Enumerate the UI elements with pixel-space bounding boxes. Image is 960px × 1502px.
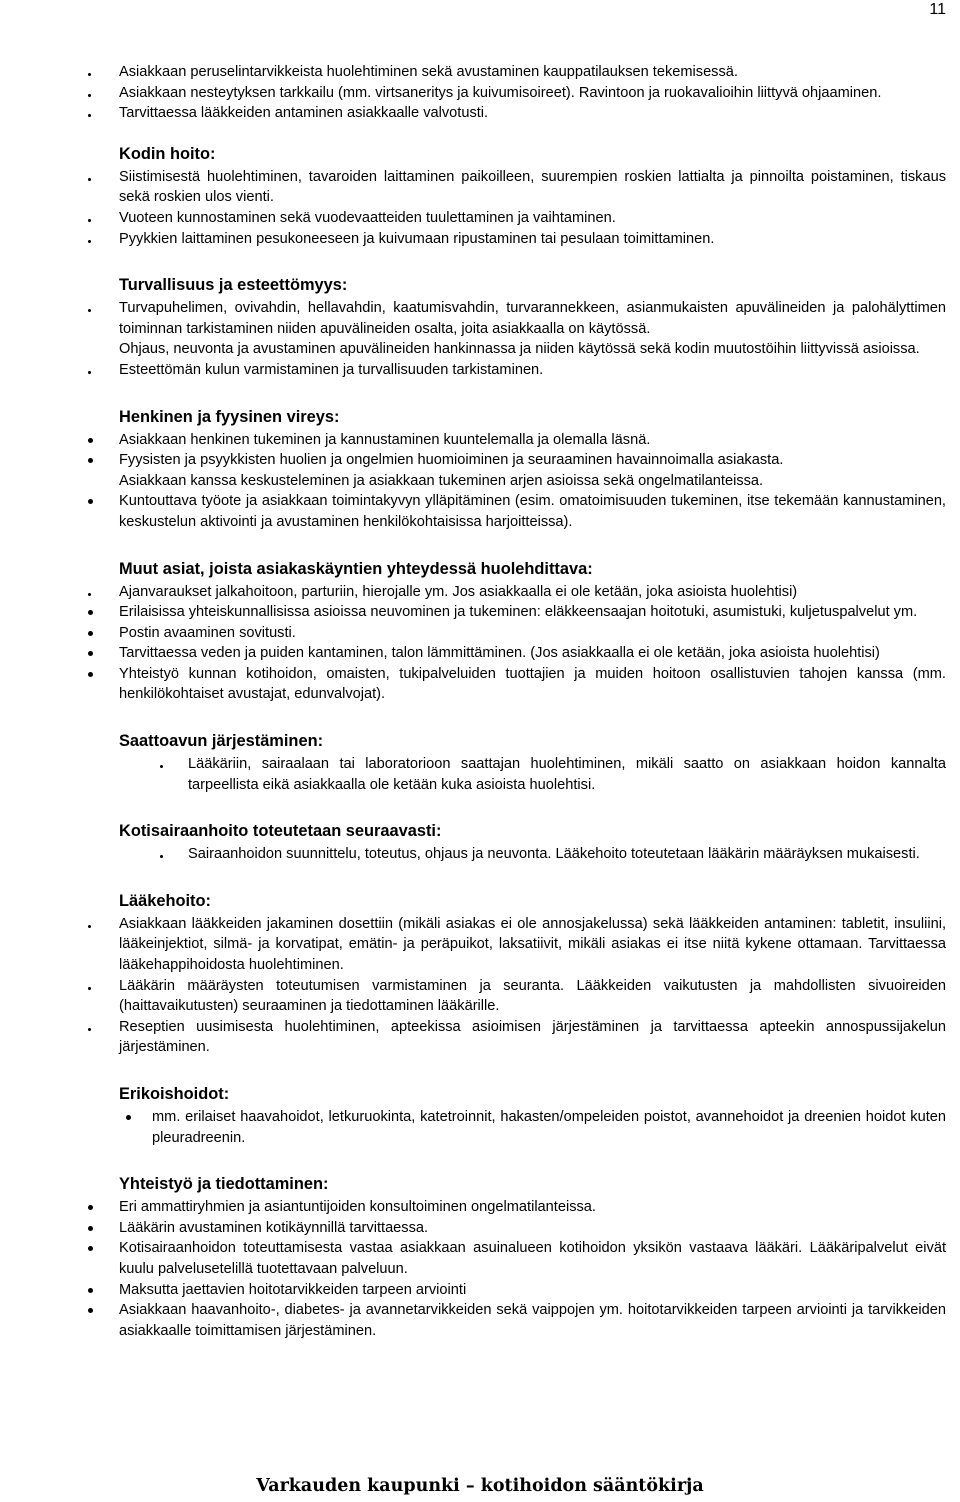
list-item-continuation: Asiakkaan kanssa keskusteleminen ja asiakkaan tukeminen arjen asioissa sekä ongelmatilanteissa.: [119, 472, 764, 489]
bullet-icon: [88, 1205, 93, 1210]
section-title: Yhteistyö ja tiedottaminen:: [119, 1175, 329, 1194]
list-item: Lääkärin avustaminen kotikäynnillä tarvittaessa.: [0, 1218, 960, 1239]
section-title: Erikoishoidot:: [119, 1085, 230, 1103]
section-laakehoito: [0, 891, 960, 1058]
section-saattoavun: [0, 731, 960, 795]
bullet-icon: [88, 458, 93, 463]
bullet-icon: [160, 765, 163, 768]
bullet-icon: [88, 593, 91, 596]
list-item: Asiakkaan peruselintarvikkeista huolehtiminen sekä avustaminen kauppatilauksen tekemisessä.: [0, 62, 960, 83]
list-item: Siistimisestä huolehtiminen, tavaroiden laittaminen paikoilleen, suurempien roskien lattialta ja pinnoilta poistaminen, tiskaus sekä roskien ulos vienti.: [0, 167, 960, 208]
list-item: Maksutta jaettavien hoitotarvikkeiden tarpeen arviointi: [0, 1280, 960, 1301]
list-item: Lääkärin määräysten toteutumisen varmistaminen ja seuranta. Lääkkeiden vaikutusten ja mahdollisten sivuoireiden (haittavaikutusten) seuraaminen ja tiedottaminen lääkärille.: [0, 976, 960, 1017]
bullet-icon: [88, 499, 93, 504]
intro-list: [0, 62, 960, 124]
list-item: Asiakkaan henkinen tukeminen ja kannustaminen kuuntelemalla ja olemalla läsnä.: [0, 430, 960, 451]
section-title: Lääkehoito:: [119, 891, 211, 910]
bullet-icon: [88, 1028, 91, 1031]
list-item: Reseptien uusimisesta huolehtiminen, apteekissa asioimisen järjestäminen ja tarvittaessa apteekin annospussijakelun järjestäminen.: [0, 1017, 960, 1058]
list-item: Ajanvaraukset jalkahoitoon, parturiin, hierojalle ym. Jos asiakkaalla ei ole ketään, joka asioista huolehtisi): [0, 582, 960, 603]
section-kotisairaanhoito: [0, 821, 960, 865]
bullet-icon: [88, 1226, 93, 1231]
bullet-icon: [88, 987, 91, 990]
list-item: Asiakkaan haavanhoito-, diabetes- ja avannetarvikkeiden sekä vaippojen ym. hoitotarvikkeiden tarpeen arviointi ja tarvikkeiden asiakkaalle toimittamisen järjestäminen.: [0, 1300, 960, 1341]
section-henkinen-vireys: [0, 407, 960, 533]
section-title: Henkinen ja fyysinen vireys:: [119, 407, 340, 426]
list-item: Eri ammattiryhmien ja asiantuntijoiden konsultoiminen ongelmatilanteissa.: [0, 1197, 960, 1218]
bullet-icon: [126, 1115, 131, 1120]
section-yhteistyo: [0, 1174, 960, 1341]
bullet-icon: [88, 672, 93, 677]
bullet-icon: [88, 1308, 93, 1313]
page-footer: Varkauden kaupunki – kotihoidon sääntökirja: [256, 1476, 704, 1496]
document-body: [0, 62, 960, 1341]
bullet-icon: [88, 438, 93, 443]
section-title: Kotisairaanhoito toteutetaan seuraavasti:: [119, 822, 442, 841]
bullet-icon: [88, 94, 91, 97]
bullet-icon: [88, 631, 93, 636]
bullet-icon: [88, 1288, 93, 1293]
bullet-icon: [88, 371, 91, 374]
list-item: Esteettömän kulun varmistaminen ja turvallisuuden tarkistaminen.: [0, 360, 960, 381]
bullet-icon: [88, 178, 91, 181]
list-item: Fyysisten ja psyykkisten huolien ja ongelmien huomioiminen ja seuraaminen havainnoimalla asiakasta. Asiakkaan kanssa keskusteleminen ja asiakkaan tukeminen arjen asioissa sekä ongelmatilanteissa.: [0, 450, 960, 491]
list-item: Tarvittaessa lääkkeiden antaminen asiakkaalle valvotusti.: [0, 103, 960, 124]
bullet-icon: [88, 309, 91, 312]
section-muut-asiat: [0, 559, 960, 706]
list-item: Erilaisissa yhteiskunnallisissa asioissa neuvominen ja tukeminen: eläkkeensaajan hoitotuki, asumistuki, kuljetuspalvelut ym.: [0, 602, 960, 623]
section-title: Kodin hoito:: [119, 144, 216, 163]
bullet-icon: [88, 114, 91, 117]
section-title: Muut asiat, joista asiakaskäyntien yhteydessä huolehdittava:: [119, 559, 593, 578]
section-title: Saattoavun järjestäminen:: [119, 732, 324, 751]
list-item: mm. erilaiset haavahoidot, letkuruokinta, katetroinnit, hakasten/ompeleiden poistot, avannehoidot ja dreenien hoidot kuten pleuradreenin.: [0, 1107, 960, 1148]
list-item: Sairaanhoidon suunnittelu, toteutus, ohjaus ja neuvonta. Lääkehoito toteutetaan lääkärin määräyksen mukaisesti.: [0, 844, 960, 865]
list-item: Postin avaaminen sovitusti.: [0, 623, 960, 644]
bullet-icon: [160, 855, 163, 858]
list-item: Asiakkaan lääkkeiden jakaminen dosettiin (mikäli asiakas ei ole annosjakelussa) sekä lääkkeiden antaminen: tabletit, insuliini, lääkeinjektiot, silmä- ja korvatipat, emätin- ja peräpuikot, laksatiivit, mikäli asiakas ei itse niitä kykene ottamaan. Tarvittaessa lääkehappihoidosta huolehtiminen.: [0, 914, 960, 976]
bullet-icon: [88, 219, 91, 222]
list-item: Yhteistyö kunnan kotihoidon, omaisten, tukipalveluiden tuottajien ja muiden hoitoon osallistuvien tahojen kanssa (mm. henkilökohtaiset avustajat, edunvalvojat).: [0, 664, 960, 705]
section-title: Turvallisuus ja esteettömyys:: [119, 276, 348, 295]
bullet-icon: [88, 925, 91, 928]
page-number: 11: [929, 1, 946, 18]
bullet-icon: [88, 610, 93, 615]
list-item: Tarvittaessa veden ja puiden kantaminen, talon lämmittäminen. (Jos asiakkaalla ei ole ketään, joka asioista huolehtisi): [0, 643, 960, 664]
list-item: Lääkäriin, sairaalaan tai laboratorioon saattajan huolehtiminen, mikäli saatto on asiakkaan hoidon kannalta tarpeellista eikä asiakkaalla ole ketään kuka asioista huolehtisi.: [0, 754, 960, 795]
list-item: Kotisairaanhoidon toteuttamisesta vastaa asiakkaan asuinalueen kotihoidon yksikön vastaava lääkäri. Lääkäripalvelut eivät kuulu palvelusetelillä tuotettavaan palveluun.: [0, 1238, 960, 1279]
list-item: Pyykkien laittaminen pesukoneeseen ja kuivumaan ripustaminen tai pesulaan toimittaminen.: [0, 229, 960, 250]
list-item-continuation: Ohjaus, neuvonta ja avustaminen apuvälineiden hankinnassa ja niiden käytössä sekä kodin muutostöihin liittyvissä asioissa.: [119, 341, 920, 358]
section-kodin-hoito: [0, 144, 960, 249]
bullet-icon: [88, 1246, 93, 1251]
section-turvallisuus: [0, 275, 960, 380]
list-item: Turvapuhelimen, ovivahdin, hellavahdin, kaatumisvahdin, turvarannekkeen, asianmukaisten apuvälineiden ja palohälyttimen toiminnan tarkistaminen niiden apuvälineiden osalta, joita asiakkaalla on käytössä. Ohjaus, neuvonta ja avustaminen apuvälineiden hankinnassa ja niiden käytössä sekä kodin muutostöihin liittyvissä asioissa.: [0, 298, 960, 360]
bullet-icon: [88, 73, 91, 76]
list-item: Kuntouttava työote ja asiakkaan toimintakyvyn ylläpitäminen (esim. omatoimisuuden tukeminen, itse tekemään kannustaminen, keskustelun aktivointi ja avustaminen henkilökohtaisissa harjoitteissa).: [0, 491, 960, 532]
list-item: Vuoteen kunnostaminen sekä vuodevaatteiden tuulettaminen ja vaihtaminen.: [0, 208, 960, 229]
bullet-icon: [88, 651, 93, 656]
section-erikoishoidot: [0, 1084, 960, 1148]
bullet-icon: [88, 240, 91, 243]
list-item: Asiakkaan nesteytyksen tarkkailu (mm. virtsaneritys ja kuivumisoireet). Ravintoon ja ruokavalioihin liittyvä ohjaaminen.: [0, 83, 960, 104]
